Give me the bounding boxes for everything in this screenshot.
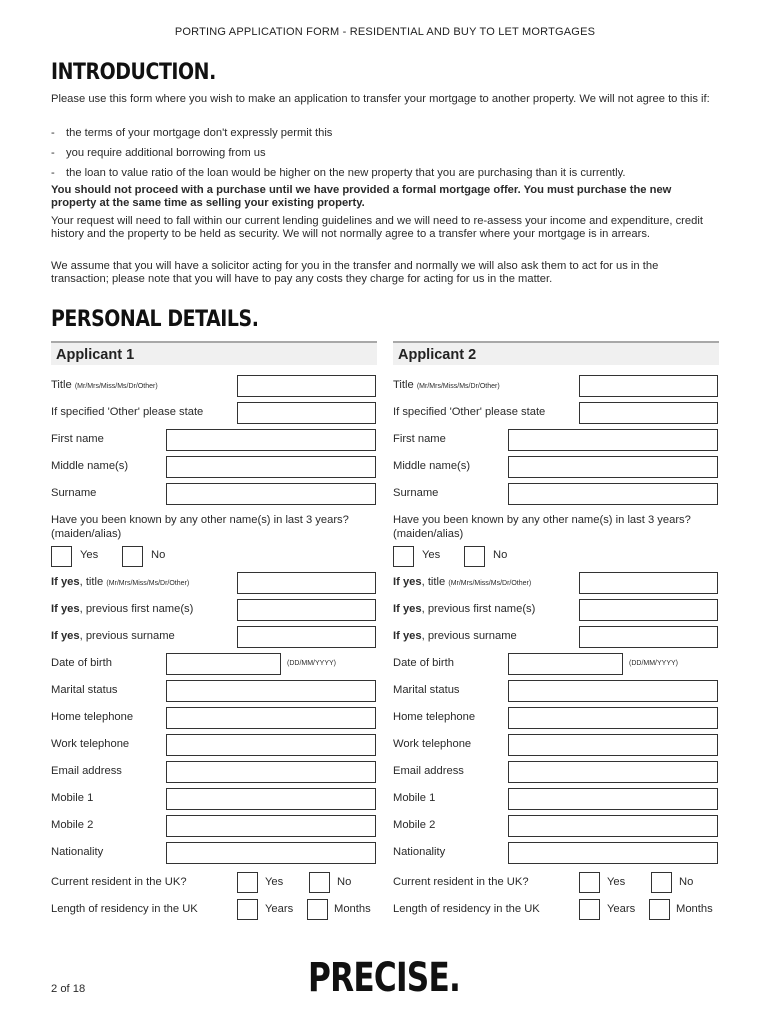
if-yes-text: If yes	[393, 630, 422, 642]
applicant-2-column	[393, 341, 719, 941]
personal-heading: PERSONAL DETAILS.	[51, 307, 259, 332]
mobile-2-label: Mobile 2	[393, 819, 436, 831]
if-yes-text: If yes	[393, 576, 422, 588]
other-title-label: If specified 'Other' please state	[51, 406, 204, 418]
known-by-question: Have you been known by any other name(s) in last 3 years? (maiden/alias)	[393, 514, 691, 540]
middle-name-label: Middle name(s)	[393, 460, 471, 472]
previous-title-text: , title	[421, 576, 446, 588]
uk-resident-label: Current resident in the UK?	[393, 876, 529, 888]
title-label-text: Title	[51, 379, 72, 391]
home-telephone-label: Home telephone	[393, 711, 476, 723]
residency-months-box[interactable]	[649, 899, 670, 920]
intro-paragraph-2: Your request will need to fall within our current lending guidelines and we will need to re-assess your income and expenditure, credit history and the property to be held as security. We will not normally agree to a transfer where your mortgage is in arrears.	[51, 215, 703, 241]
previous-title-hint: (Mr/Mrs/Miss/Ms/Dr/Other)	[106, 580, 190, 587]
other-title-label: If specified 'Other' please state	[393, 406, 546, 418]
title-input[interactable]	[579, 375, 718, 397]
dob-hint: (DD/MM/YYYY)	[287, 660, 336, 667]
known-by-question: Have you been known by any other name(s) in last 3 years? (maiden/alias)	[51, 514, 349, 540]
residency-years-label: Years	[265, 903, 294, 915]
known-yes-label: Yes	[422, 549, 441, 561]
previous-title-input[interactable]	[579, 572, 718, 594]
previous-first-name-text: , previous first name(s)	[79, 603, 194, 615]
first-name-label: First name	[393, 433, 446, 445]
surname-input[interactable]	[508, 483, 718, 505]
previous-surname-input[interactable]	[237, 626, 376, 648]
dob-hint: (DD/MM/YYYY)	[629, 660, 678, 667]
nationality-input[interactable]	[166, 842, 376, 864]
title-label	[51, 379, 158, 391]
work-telephone-label: Work telephone	[393, 738, 472, 750]
dob-label: Date of birth	[51, 657, 112, 669]
first-name-input[interactable]	[508, 429, 718, 451]
previous-first-name-input[interactable]	[237, 599, 376, 621]
email-address-input[interactable]	[508, 761, 718, 783]
intro-bold-note: You should not proceed with a purchase until we have provided a formal mortgage offer. You must purchase the new property at the same time as selling your existing property.	[51, 184, 672, 210]
mobile-1-input[interactable]	[166, 788, 376, 810]
if-yes-text: If yes	[51, 603, 80, 615]
uk-resident-label: Current resident in the UK?	[51, 876, 187, 888]
if-yes-text: If yes	[51, 576, 80, 588]
residency-months-box[interactable]	[307, 899, 328, 920]
uk-resident-no-label: No	[337, 876, 352, 888]
home-telephone-input[interactable]	[508, 707, 718, 729]
intro-paragraph-3: We assume that you will have a solicitor acting for you in the transfer and normally we will also ask them to act for us in the transaction; please note that you will have to pay any costs they charge for acting for us in the matter.	[51, 260, 659, 286]
previous-surname-input[interactable]	[579, 626, 718, 648]
mobile-2-input[interactable]	[508, 815, 718, 837]
applicant-header: Applicant 1	[51, 341, 377, 365]
surname-input[interactable]	[166, 483, 376, 505]
brand-logo: PRECISE.	[308, 955, 461, 1001]
applicant-1-column	[51, 341, 377, 941]
uk-resident-no-label: No	[679, 876, 694, 888]
marital-status-input[interactable]	[166, 680, 376, 702]
residency-length-label: Length of residency in the UK	[393, 903, 540, 915]
middle-name-input[interactable]	[508, 456, 718, 478]
marital-status-input[interactable]	[508, 680, 718, 702]
nationality-label: Nationality	[51, 846, 104, 858]
middle-name-input[interactable]	[166, 456, 376, 478]
work-telephone-input[interactable]	[508, 734, 718, 756]
residency-years-box[interactable]	[237, 899, 258, 920]
known-no-checkbox[interactable]	[122, 546, 143, 567]
home-telephone-input[interactable]	[166, 707, 376, 729]
mobile-2-input[interactable]	[166, 815, 376, 837]
mobile-1-label: Mobile 1	[393, 792, 436, 804]
uk-resident-yes-checkbox[interactable]	[237, 872, 258, 893]
known-no-label: No	[493, 549, 508, 561]
page-number: 2 of 18	[51, 983, 86, 995]
home-telephone-label: Home telephone	[51, 711, 134, 723]
previous-first-name-text: , previous first name(s)	[421, 603, 536, 615]
intro-bullet: - the loan to value ratio of the loan would be higher on the new property that you are purchasing than it is currently.	[51, 167, 626, 179]
first-name-label: First name	[51, 433, 104, 445]
uk-resident-no-checkbox[interactable]	[651, 872, 672, 893]
work-telephone-label: Work telephone	[51, 738, 130, 750]
uk-resident-yes-label: Yes	[607, 876, 626, 888]
title-hint: (Mr/Mrs/Miss/Ms/Dr/Other)	[74, 383, 158, 390]
other-title-input[interactable]	[579, 402, 718, 424]
surname-label: Surname	[51, 487, 97, 499]
first-name-input[interactable]	[166, 429, 376, 451]
other-title-input[interactable]	[237, 402, 376, 424]
dob-label: Date of birth	[393, 657, 454, 669]
previous-first-name-label	[393, 603, 535, 615]
uk-resident-yes-label: Yes	[265, 876, 284, 888]
email-address-input[interactable]	[166, 761, 376, 783]
previous-first-name-input[interactable]	[579, 599, 718, 621]
known-yes-checkbox[interactable]	[393, 546, 414, 567]
mobile-1-input[interactable]	[508, 788, 718, 810]
title-label-text: Title	[393, 379, 414, 391]
intro-heading: INTRODUCTION.	[51, 60, 216, 85]
known-yes-checkbox[interactable]	[51, 546, 72, 567]
middle-name-label: Middle name(s)	[51, 460, 129, 472]
title-input[interactable]	[237, 375, 376, 397]
residency-months-label: Months	[676, 903, 713, 915]
applicant-header: Applicant 2	[393, 341, 719, 365]
previous-surname-label	[51, 630, 175, 642]
previous-title-hint: (Mr/Mrs/Miss/Ms/Dr/Other)	[448, 580, 532, 587]
residency-years-box[interactable]	[579, 899, 600, 920]
form-header: PORTING APPLICATION FORM - RESIDENTIAL AND BUY TO LET MORTGAGES	[174, 26, 596, 38]
work-telephone-input[interactable]	[166, 734, 376, 756]
previous-title-label	[393, 576, 531, 588]
uk-resident-no-checkbox[interactable]	[309, 872, 330, 893]
if-yes-text: If yes	[393, 603, 422, 615]
intro-bullet: - you require additional borrowing from us	[51, 147, 266, 159]
dob-input[interactable]	[166, 653, 281, 675]
title-hint: (Mr/Mrs/Miss/Ms/Dr/Other)	[416, 383, 500, 390]
residency-length-label: Length of residency in the UK	[51, 903, 198, 915]
surname-label: Surname	[393, 487, 439, 499]
previous-title-text: , title	[79, 576, 104, 588]
known-no-label: No	[151, 549, 166, 561]
previous-title-input[interactable]	[237, 572, 376, 594]
residency-years-label: Years	[607, 903, 636, 915]
marital-status-label: Marital status	[51, 684, 118, 696]
previous-surname-text: , previous surname	[421, 630, 517, 642]
marital-status-label: Marital status	[393, 684, 460, 696]
if-yes-text: If yes	[51, 630, 80, 642]
uk-resident-yes-checkbox[interactable]	[579, 872, 600, 893]
known-no-checkbox[interactable]	[464, 546, 485, 567]
email-address-label: Email address	[393, 765, 464, 777]
title-label	[393, 379, 500, 391]
mobile-2-label: Mobile 2	[51, 819, 94, 831]
previous-surname-text: , previous surname	[79, 630, 175, 642]
dob-input[interactable]	[508, 653, 623, 675]
intro-bullet: - the terms of your mortgage don't expressly permit this	[51, 127, 333, 139]
residency-months-label: Months	[334, 903, 371, 915]
previous-first-name-label	[51, 603, 193, 615]
known-yes-label: Yes	[80, 549, 99, 561]
nationality-label: Nationality	[393, 846, 446, 858]
previous-title-label	[51, 576, 189, 588]
intro-paragraph-1: Please use this form where you wish to make an application to transfer your mortgage to another property. We will not agree to this if:	[51, 93, 710, 105]
previous-surname-label	[393, 630, 517, 642]
mobile-1-label: Mobile 1	[51, 792, 94, 804]
email-address-label: Email address	[51, 765, 122, 777]
nationality-input[interactable]	[508, 842, 718, 864]
